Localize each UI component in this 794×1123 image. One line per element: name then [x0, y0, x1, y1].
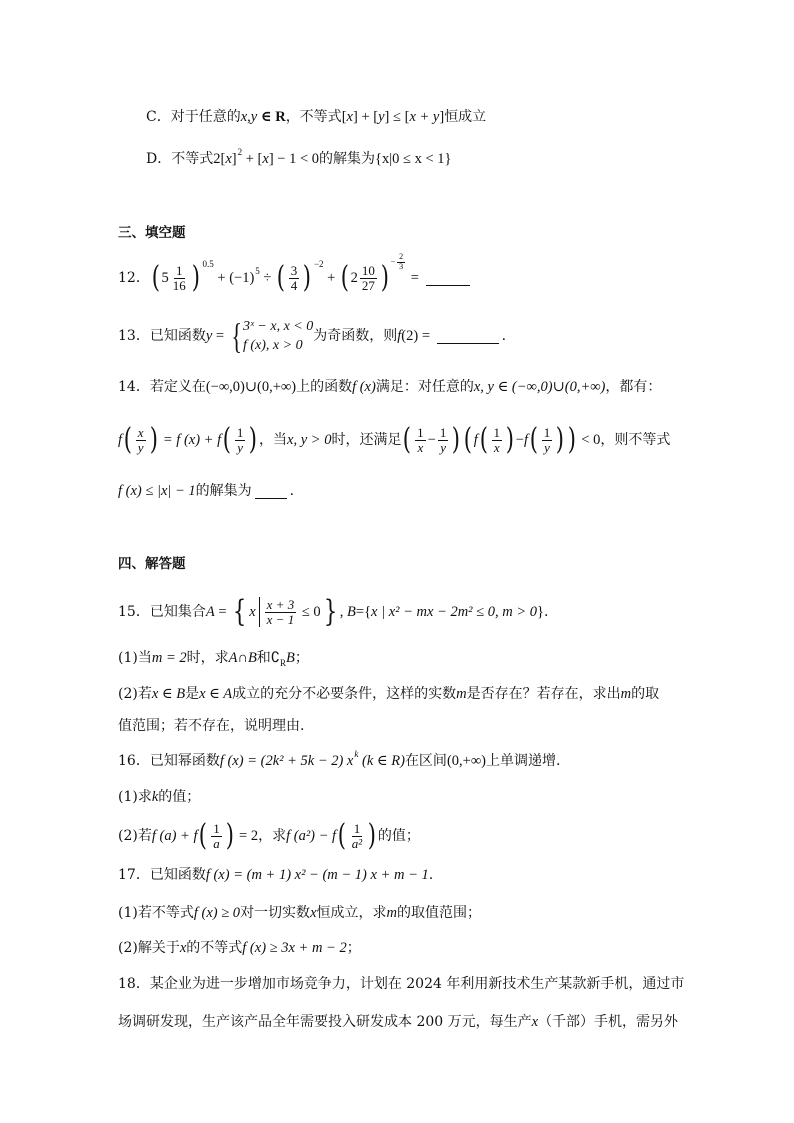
question-16-part-1: (1)求 k 的值；: [118, 789, 201, 805]
answer-blank[interactable]: [255, 484, 287, 499]
question-14-line-2: f ( $\frac{x}{y}$ ) = f (x) + f ( $\frac{1}{y}$ ) ，当 x, y > 0 时，还满足 ( $\frac{1}{x}$ − $\frac{1}{y}$ ) ( f ( $\frac{1}{x}$ ) − f ( $\frac{1}{y}$ ) ) < 0 ，则不等式: [118, 422, 671, 457]
question-17-part-1: (1)若不等式 f (x) ≥ 0 对一切实数 x 恒成立，求 m 的取值范围；: [118, 905, 481, 921]
question-16-part-2: (2)若 f (a) + f ( $\frac{1}{a}$ ) = 2 ，求 f (a²) − f ( $\frac{1}{\text{a²}}$ ) 的值；: [118, 818, 420, 853]
question-16: 16．已知幂函数 f (x) = (2k² + 5k − 2) x k (k ∈ R) 在区间 (0,+∞) 上单调递增.: [118, 749, 561, 769]
question-14-line-3: f (x) ≤ |x| − 1 的解集为 .: [118, 483, 295, 499]
question-15-part-2-cont: 值范围；若不存在，说明理由.: [118, 718, 305, 734]
question-14-line-1: 14．若定义在 (−∞,0)∪(0,+∞) 上的函数 f (x) 满足：对任意的 x, y ∈ (−∞,0)∪(0,+∞) ，都有：: [118, 379, 662, 395]
question-13: 13．已知函数 y = { 3ˣ − x, x < 0 f (x), x > 0 为奇函数，则 f (2) = .: [118, 316, 507, 356]
question-18-line-1: 18．某企业为进一步增加市场竞争力，计划在 2024 年利用新技术生产某款新手机，通过市: [118, 976, 685, 992]
question-12: 12． ( 5 $\frac{1}{16}$ ) 0.5 + (−1) 5 ÷ ( $\frac{3}{4}$ ) −2 + ( 2 $\frac{10}{27}$ ) − $\frac{2}{3}$ =: [118, 260, 694, 296]
section-title-fill-in: 三、填空题: [118, 225, 186, 241]
answer-blank[interactable]: [437, 329, 499, 344]
question-15: 15．已知集合 A = { x $\frac{x + 3}{x - 1}$ ≤ 0 } , B = { x | x² − mx − 2m² ≤ 0, m > 0 } .: [118, 594, 549, 629]
question-15-part-2: (2)若 x ∈ B 是 x ∈ A 成立的充分不必要条件，这样的实数 m 是否存在？若存在，求出 m 的取: [118, 686, 660, 702]
question-18-line-2: 场调研发现，生产该产品全年需要投入研发成本 200 万元，每生产 x （千部）手机，需另外: [118, 1014, 679, 1030]
question-15-part-1: (1)当 m = 2 时，求 A∩B 和 ∁ R B ；: [118, 650, 309, 668]
question-17: 17．已知函数 f (x) = (m + 1) x² − (m − 1) x + m − 1 .: [118, 867, 434, 883]
answer-blank[interactable]: [426, 271, 470, 286]
section-title-solve: 四、解答题: [118, 556, 186, 572]
option-d: D．不等式 2 [ x ] 2 + [ x ] − 1 < 0 的解集为 {x|0 ≤ x < 1}: [146, 147, 452, 167]
option-c: C．对于任意的 x , y ∈ R ，不等式 [ x ] + [ y ] ≤ [ x + y ] 恒成立: [146, 109, 487, 125]
question-17-part-2: (2)解关于 x 的不等式 f (x) ≥ 3x + m − 2 ；: [118, 940, 361, 956]
